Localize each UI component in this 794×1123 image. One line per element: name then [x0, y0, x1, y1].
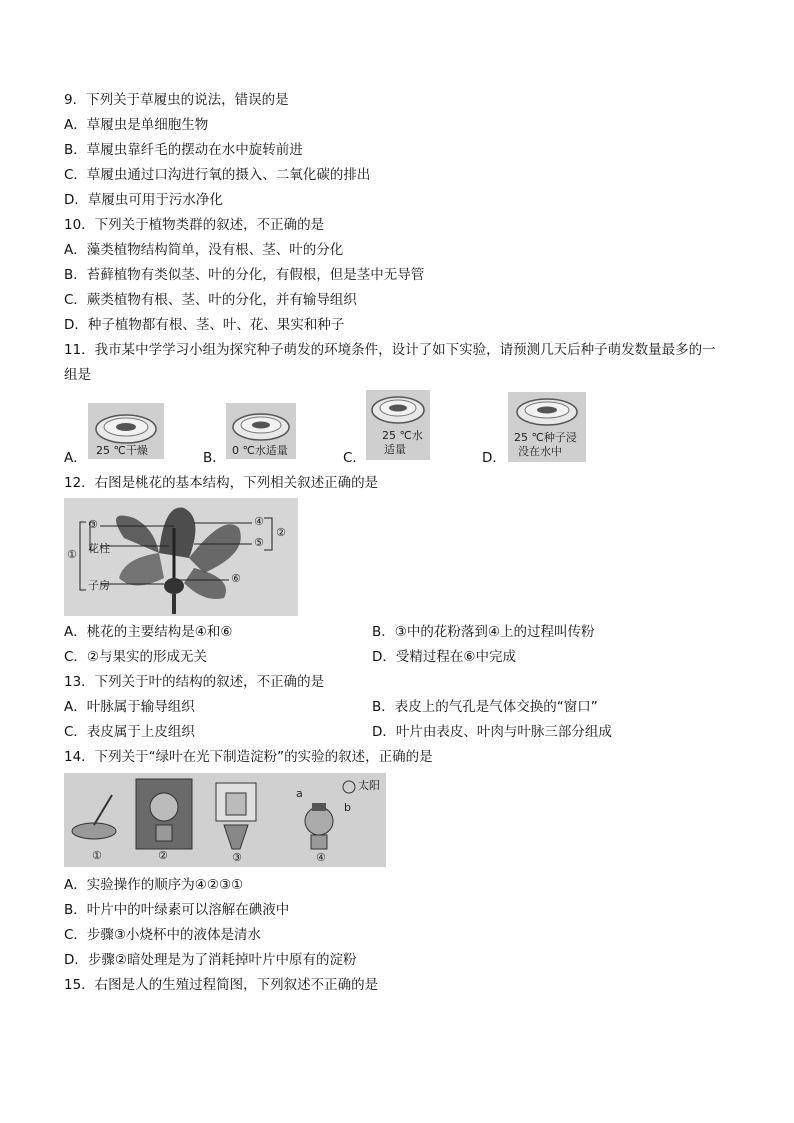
- q13-option-c: C．表皮属于上皮组织: [64, 724, 195, 740]
- q12-label-4: ④: [254, 515, 264, 528]
- q12-label-5: ⑤: [254, 536, 264, 549]
- q14-option-c: C．步骤③小烧杯中的液体是清水: [64, 927, 262, 943]
- q11-dish-a-label: 25 ℃干燥: [96, 444, 148, 457]
- q11-dish-a-image: [88, 403, 164, 459]
- q12-label-style: 花柱: [88, 542, 110, 555]
- q14-label-1: ①: [92, 849, 102, 862]
- q9-option-d: D．草履虫可用于污水净化: [64, 192, 223, 208]
- q10-option-d: D．种子植物都有根、茎、叶、花、果实和种子: [64, 317, 345, 333]
- q11-letter-a: A．: [64, 450, 87, 466]
- q9-stem: 9．下列关于草履虫的说法，错误的是: [64, 92, 289, 108]
- q10-option-b: B．苔藓植物有类似茎、叶的分化，有假根，但是茎中无导管: [64, 267, 425, 283]
- q11-letter-c: C．: [343, 450, 366, 466]
- q11-dish-b-label: 0 ℃水适量: [232, 444, 288, 457]
- q11-stem-line2: 组是: [64, 367, 91, 383]
- q10-option-c: C．蕨类植物有根、茎、叶的分化，并有输导组织: [64, 292, 357, 308]
- q14-label-b: b: [344, 801, 351, 814]
- q15-stem: 15．右图是人的生殖过程简图，下列叙述不正确的是: [64, 977, 379, 993]
- q11-letter-d: D．: [482, 450, 506, 466]
- q12-label-ovary: 子房: [88, 579, 110, 592]
- q13-option-b: B．表皮上的气孔是气体交换的“窗口”: [372, 699, 598, 715]
- q9-option-c: C．草履虫通过口沟进行氧的摄入、二氧化碳的排出: [64, 167, 371, 183]
- q13-stem: 13．下列关于叶的结构的叙述，不正确的是: [64, 674, 325, 690]
- experiment-steps-icon: [64, 773, 386, 867]
- q14-label-2: ②: [158, 849, 168, 862]
- q12-label-6: ⑥: [231, 572, 241, 585]
- q12-option-c: C．②与果实的形成无关: [64, 649, 208, 665]
- q12-label-1: ①: [67, 548, 77, 561]
- q11-dish-c-label-1: 25 ℃水: [382, 429, 423, 442]
- q11-dish-b-image: [226, 403, 296, 459]
- q12-option-b: B．③中的花粉落到④上的过程叫传粉: [372, 624, 595, 640]
- q12-label-2: ②: [276, 526, 286, 539]
- q11-dish-d-label-2: 没在水中: [518, 445, 562, 458]
- q14-label-3: ③: [232, 851, 242, 864]
- q12-option-d: D．受精过程在⑥中完成: [372, 649, 516, 665]
- q12-option-a: A．桃花的主要结构是④和⑥: [64, 624, 233, 640]
- q12-peach-flower-figure: [64, 498, 298, 616]
- q11-letter-b: B．: [203, 450, 226, 466]
- q14-label-a: a: [296, 787, 303, 800]
- q14-label-4: ④: [316, 851, 326, 864]
- q14-stem: 14．下列关于“绿叶在光下制造淀粉”的实验的叙述，正确的是: [64, 749, 433, 765]
- q11-dish-d-image: [508, 392, 586, 462]
- q9-option-a: A．草履虫是单细胞生物: [64, 117, 209, 133]
- q13-option-d: D．叶片由表皮、叶肉与叶脉三部分组成: [372, 724, 612, 740]
- q12-label-3: ③: [88, 518, 98, 531]
- q11-dish-c-label-2: 适量: [384, 443, 406, 456]
- q12-stem: 12．右图是桃花的基本结构，下列相关叙述正确的是: [64, 475, 379, 491]
- q14-label-sun: 太阳: [358, 779, 380, 792]
- q10-stem: 10．下列关于植物类群的叙述，不正确的是: [64, 217, 325, 233]
- q9-option-b: B．草履虫靠纤毛的摆动在水中旋转前进: [64, 142, 303, 158]
- q13-option-a: A．叶脉属于输导组织: [64, 699, 195, 715]
- q11-stem-line1: 11．我市某中学学习小组为探究种子萌发的环境条件，设计了如下实验，请预测几天后种子萌发数量最多的一: [64, 342, 716, 358]
- q11-dish-c-image: [366, 390, 430, 460]
- q14-option-d: D．步骤②暗处理是为了消耗掉叶片中原有的淀粉: [64, 952, 357, 968]
- q14-experiment-figure: [64, 773, 386, 867]
- q14-option-a: A．实验操作的顺序为④②③①: [64, 877, 244, 893]
- q14-option-b: B．叶片中的叶绿素可以溶解在碘液中: [64, 902, 290, 918]
- q10-option-a: A．藻类植物结构简单，没有根、茎、叶的分化: [64, 242, 344, 258]
- q11-dish-d-label-1: 25 ℃种子浸: [514, 431, 577, 444]
